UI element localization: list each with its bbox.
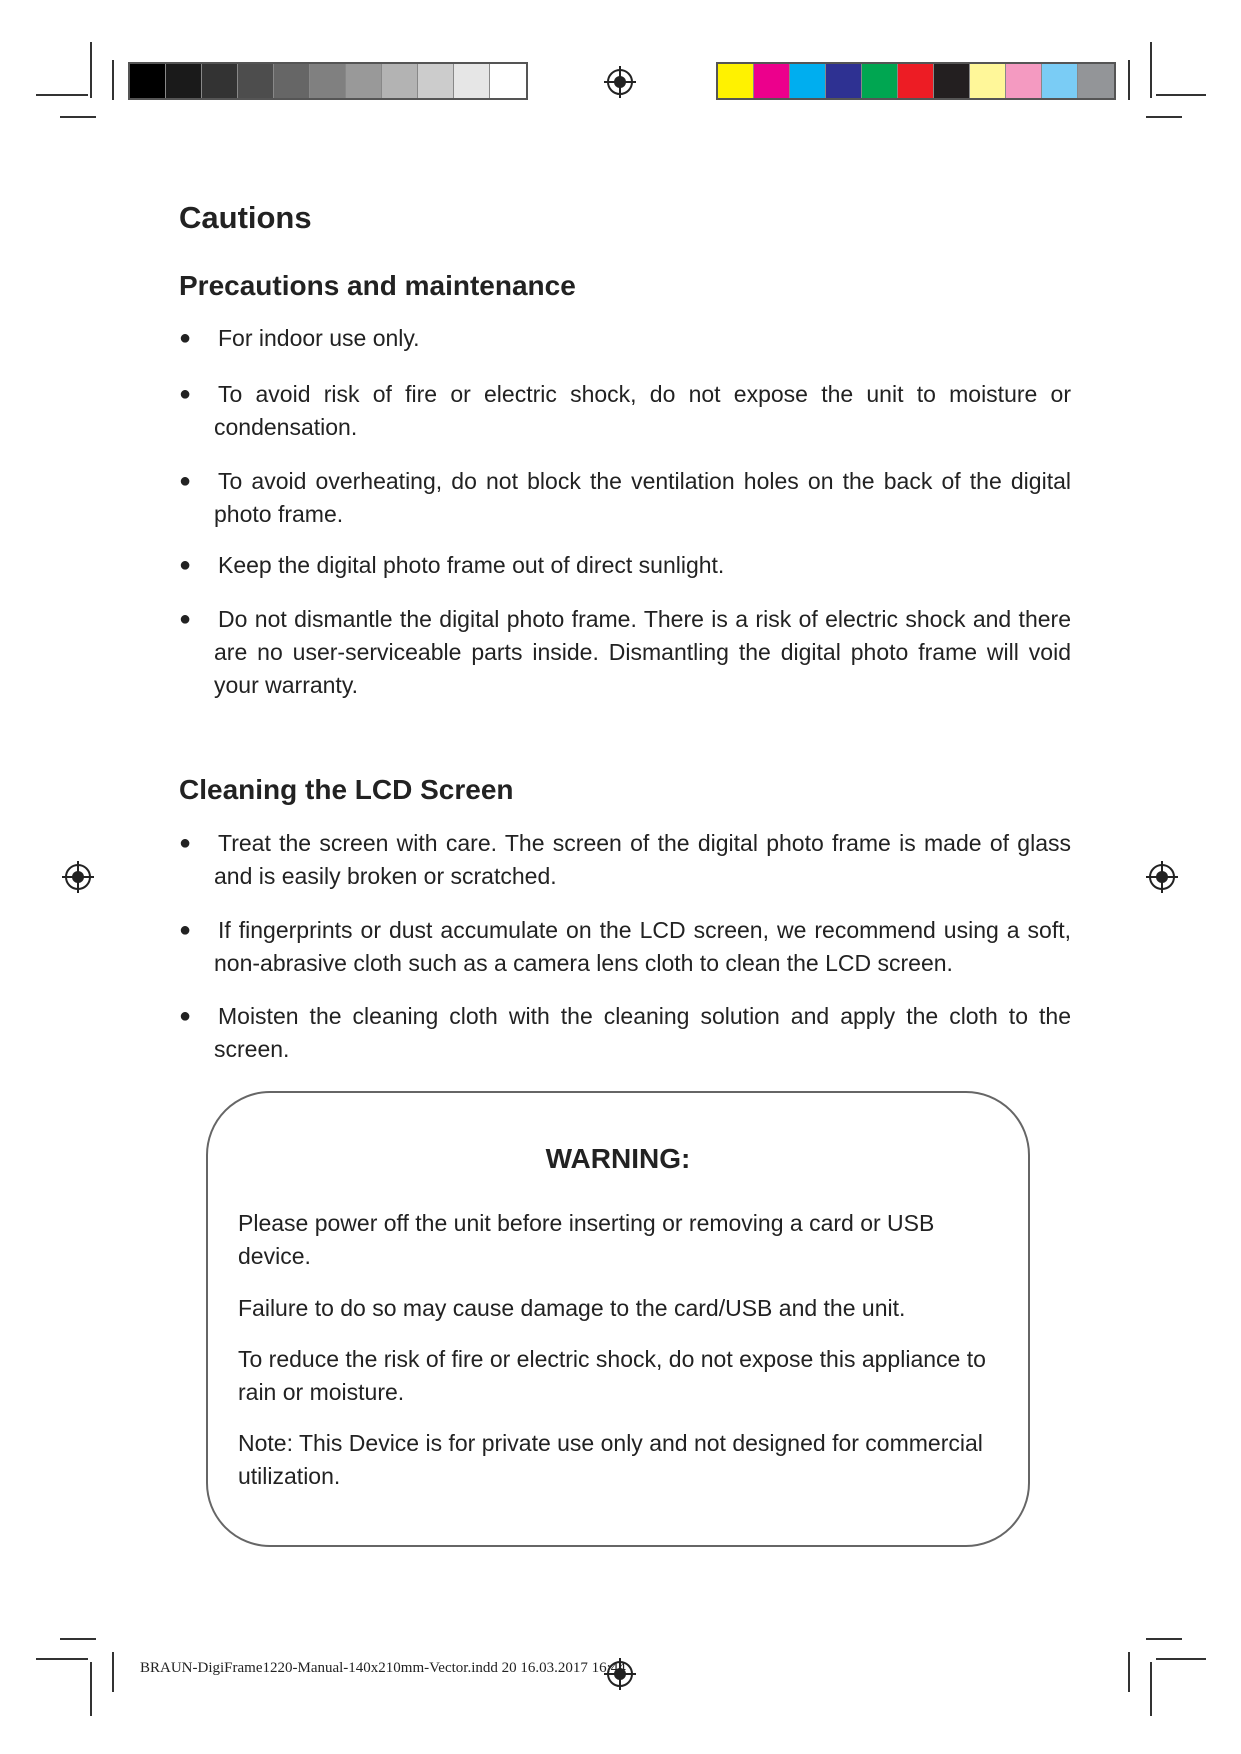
list-item: ● Treat the screen with care. The screen of the digital photo frame is made of glass and is easily broken or scratched. bbox=[179, 827, 1071, 893]
list-item: ● To avoid overheating, do not block the ventilation holes on the back of the digital photo frame. bbox=[179, 465, 1071, 531]
color-swatch bbox=[826, 64, 862, 98]
bullet-icon: ● bbox=[179, 470, 192, 492]
bullet-icon: ● bbox=[179, 919, 192, 941]
bullet-icon: ● bbox=[179, 383, 192, 405]
crop-mark bbox=[1146, 116, 1182, 118]
section-title-precautions: Precautions and maintenance bbox=[179, 270, 576, 301]
crop-mark bbox=[1128, 1652, 1130, 1692]
list-item: ● Keep the digital photo frame out of direct sunlight. bbox=[179, 549, 1071, 582]
crop-mark bbox=[36, 1658, 88, 1660]
crop-mark bbox=[1150, 42, 1152, 98]
crop-mark bbox=[60, 116, 96, 118]
print-slug: BRAUN-DigiFrame1220-Manual-140x210mm-Vector.indd 20 16.03.2017 16:44 bbox=[140, 1660, 626, 1676]
color-swatch bbox=[862, 64, 898, 98]
warning-title: WARNING: bbox=[545, 1143, 691, 1174]
warning-paragraph: Failure to do so may cause damage to the card/USB and the unit. bbox=[238, 1295, 906, 1321]
crop-mark bbox=[1156, 94, 1206, 96]
process-color-bar bbox=[716, 62, 1116, 100]
section-title-cleaning: Cleaning the LCD Screen bbox=[179, 774, 514, 805]
crop-mark bbox=[36, 94, 88, 96]
registration-mark-icon bbox=[604, 66, 636, 98]
registration-mark-icon bbox=[1146, 861, 1178, 893]
color-swatch bbox=[238, 64, 274, 98]
crop-mark bbox=[60, 1638, 96, 1640]
crop-mark bbox=[112, 60, 114, 100]
list-item: ● To avoid risk of fire or electric shock, do not expose the unit to moisture or condensation. bbox=[179, 378, 1071, 444]
warning-paragraph: Note: This Device is for private use only and not designed for commercial utilization. bbox=[238, 1430, 983, 1489]
crop-mark bbox=[112, 1652, 114, 1692]
color-swatch bbox=[454, 64, 490, 98]
color-swatch bbox=[1006, 64, 1042, 98]
bullet-icon: ● bbox=[179, 327, 192, 349]
list-item: ● If fingerprints or dust accumulate on the LCD screen, we recommend using a soft, non-abrasive cloth such as a camera lens cloth to clean the LCD screen. bbox=[179, 914, 1071, 980]
crop-mark bbox=[1150, 1662, 1152, 1716]
color-swatch bbox=[934, 64, 970, 98]
color-swatch bbox=[1078, 64, 1114, 98]
color-swatch bbox=[166, 64, 202, 98]
crop-mark bbox=[1156, 1658, 1206, 1660]
grayscale-color-bar bbox=[128, 62, 528, 100]
color-swatch bbox=[490, 64, 526, 98]
crop-mark bbox=[90, 1662, 92, 1716]
color-swatch bbox=[310, 64, 346, 98]
color-swatch bbox=[418, 64, 454, 98]
color-swatch bbox=[718, 64, 754, 98]
color-swatch bbox=[382, 64, 418, 98]
color-swatch bbox=[754, 64, 790, 98]
bullet-icon: ● bbox=[179, 1005, 192, 1027]
crop-mark bbox=[1128, 60, 1130, 100]
color-swatch bbox=[1042, 64, 1078, 98]
warning-paragraph: To reduce the risk of fire or electric shock, do not expose this appliance to rain or moisture. bbox=[238, 1346, 986, 1405]
list-item: ● For indoor use only. bbox=[179, 322, 1071, 355]
list-item: ● Moisten the cleaning cloth with the cleaning solution and apply the cloth to the screen. bbox=[179, 1000, 1071, 1066]
color-swatch bbox=[346, 64, 382, 98]
bullet-icon: ● bbox=[179, 832, 192, 854]
crop-mark bbox=[1146, 1638, 1182, 1640]
color-swatch bbox=[202, 64, 238, 98]
color-swatch bbox=[970, 64, 1006, 98]
color-swatch bbox=[790, 64, 826, 98]
color-swatch bbox=[274, 64, 310, 98]
color-swatch bbox=[130, 64, 166, 98]
warning-paragraph: Please power off the unit before inserting or removing a card or USB device. bbox=[238, 1210, 935, 1269]
warning-box bbox=[206, 1091, 1030, 1547]
crop-mark bbox=[90, 42, 92, 98]
page-title: Cautions bbox=[179, 200, 312, 235]
bullet-icon: ● bbox=[179, 554, 192, 576]
color-swatch bbox=[898, 64, 934, 98]
bullet-icon: ● bbox=[179, 608, 192, 630]
list-item: ● Do not dismantle the digital photo frame. There is a risk of electric shock and there are no user-serviceable parts inside. Dismantling the digital photo frame will void your warranty. bbox=[179, 603, 1071, 702]
registration-mark-icon bbox=[62, 861, 94, 893]
